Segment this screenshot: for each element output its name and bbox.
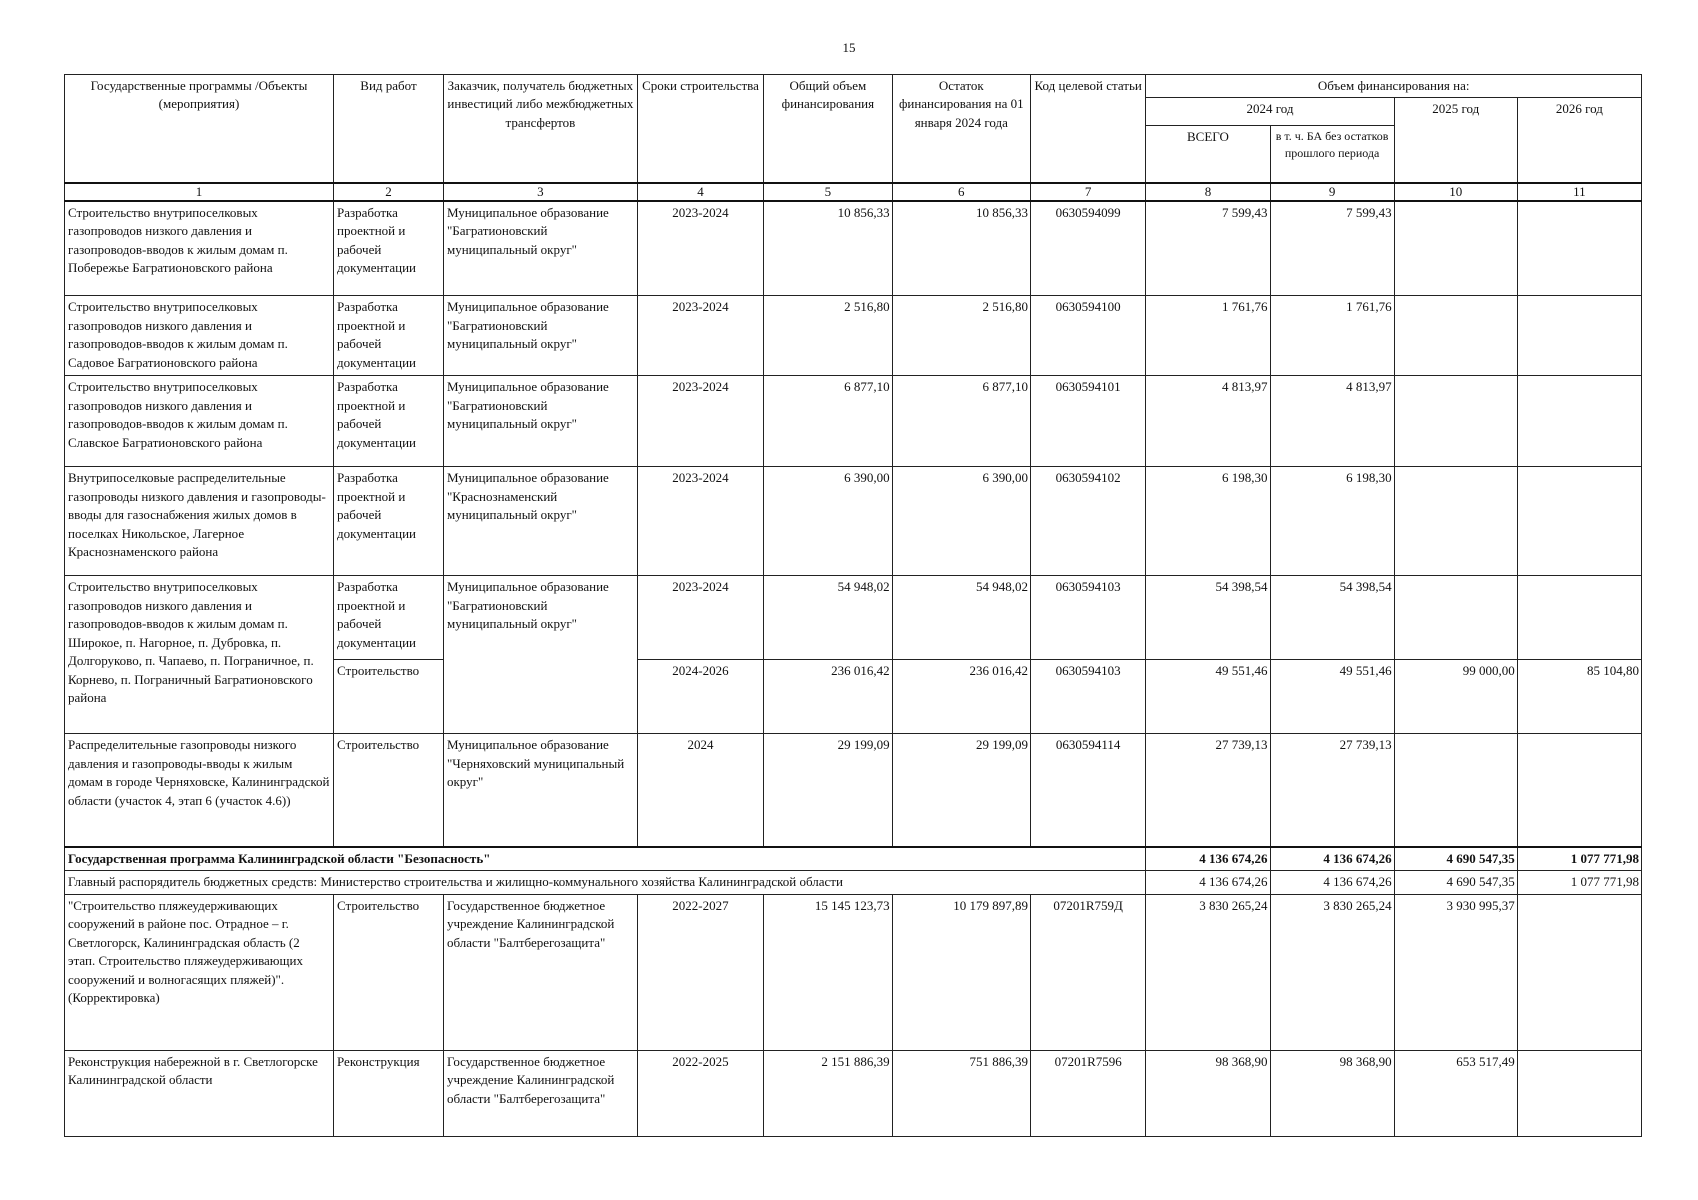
work-type: Разработка проектной и рабочей документации [333, 467, 443, 576]
work-type: Разработка проектной и рабочей документации [333, 201, 443, 296]
y2024-total: 3 830 265,24 [1146, 894, 1270, 1050]
header-remainder: Остаток финансирования на 01 января 2024 года [892, 75, 1030, 183]
customer: Муниципальное образование "Краснознаменский муниципальный округ" [443, 467, 637, 576]
term: 2022-2025 [637, 1050, 763, 1136]
y2024-ba: 6 198,30 [1270, 467, 1394, 576]
object-name: Внутрипоселковые распределительные газопроводы низкого давления и газопроводы-вводы для газоснабжения жилых домов в поселках Никольское, Лагерное Краснознаменского района [65, 467, 334, 576]
y2024-ba: 7 599,43 [1270, 201, 1394, 296]
target-code: 0630594101 [1030, 376, 1145, 467]
header-year-2026: 2026 год [1517, 98, 1641, 183]
column-number: 1 [65, 183, 334, 201]
program-y2024-ba: 4 136 674,26 [1270, 847, 1394, 871]
column-number: 5 [764, 183, 893, 201]
remainder: 10 856,33 [892, 201, 1030, 296]
header-total: ВСЕГО [1146, 126, 1270, 183]
header-terms: Сроки строительства [637, 75, 763, 183]
remainder: 29 199,09 [892, 734, 1030, 847]
table-row [65, 1050, 1642, 1136]
total-volume: 6 390,00 [764, 467, 893, 576]
remainder: 54 948,02 [892, 576, 1030, 660]
column-number: 11 [1517, 183, 1641, 201]
remainder: 6 390,00 [892, 467, 1030, 576]
y2025: 3 930 995,37 [1394, 894, 1517, 1050]
column-number: 9 [1270, 183, 1394, 201]
remainder: 751 886,39 [892, 1050, 1030, 1136]
work-type: Разработка проектной и рабочей документации [333, 576, 443, 660]
header-code: Код целевой статьи [1030, 75, 1145, 183]
y2026 [1517, 894, 1641, 1050]
object-name: Строительство внутрипоселковых газопроводов низкого давления и газопроводов-вводов к жилым домам п. Садовое Багратионовского района [65, 296, 334, 376]
y2026 [1517, 201, 1641, 296]
manager-y2024-total: 4 136 674,26 [1146, 871, 1270, 894]
total-volume: 10 856,33 [764, 201, 893, 296]
y2024-total: 54 398,54 [1146, 576, 1270, 660]
column-number: 10 [1394, 183, 1517, 201]
target-code: 0630594102 [1030, 467, 1145, 576]
y2025 [1394, 201, 1517, 296]
y2024-ba: 98 368,90 [1270, 1050, 1394, 1136]
term: 2023-2024 [637, 467, 763, 576]
y2026 [1517, 467, 1641, 576]
remainder: 236 016,42 [892, 660, 1030, 734]
header-work-type: Вид работ [333, 75, 443, 183]
program-label: Государственная программа Калининградской области "Безопасность" [65, 847, 1146, 871]
customer: Муниципальное образование "Багратионовский муниципальный округ" [443, 376, 637, 467]
header-year-2024: 2024 год [1146, 98, 1394, 126]
y2026 [1517, 376, 1641, 467]
y2026 [1517, 296, 1641, 376]
y2026 [1517, 576, 1641, 660]
y2024-total: 6 198,30 [1146, 467, 1270, 576]
total-volume: 6 877,10 [764, 376, 893, 467]
object-name: Реконструкция набережной в г. Светлогорске Калининградской области [65, 1050, 334, 1136]
target-code: 07201R759Д [1030, 894, 1145, 1050]
term: 2023-2024 [637, 296, 763, 376]
header-program: Государственные программы /Объекты (мероприятия) [65, 75, 334, 183]
y2025 [1394, 376, 1517, 467]
header-total-volume: Общий объем финансирования [764, 75, 893, 183]
y2026: 85 104,80 [1517, 660, 1641, 734]
total-volume: 54 948,02 [764, 576, 893, 660]
column-number: 2 [333, 183, 443, 201]
customer: Муниципальное образование "Багратионовский муниципальный округ" [443, 576, 637, 734]
work-type: Разработка проектной и рабочей документации [333, 296, 443, 376]
manager-row [65, 871, 1642, 894]
work-type: Реконструкция [333, 1050, 443, 1136]
target-code: 0630594103 [1030, 576, 1145, 660]
customer: Государственное бюджетное учреждение Калининградской области "Балтберегозащита" [443, 894, 637, 1050]
term: 2023-2024 [637, 576, 763, 660]
total-volume: 15 145 123,73 [764, 894, 893, 1050]
object-name: Строительство внутрипоселковых газопроводов низкого давления и газопроводов-вводов к жилым домам п. Широкое, п. Нагорное, п. Дубровка, п. Долгоруково, п. Чапаево, п. Пограничное, п. Корнево, п. Пограничный Багратионовского района [65, 576, 334, 734]
y2025: 653 517,49 [1394, 1050, 1517, 1136]
header-funding-volume: Объем финансирования на: [1146, 75, 1642, 98]
table-row [65, 467, 1642, 576]
target-code: 0630594100 [1030, 296, 1145, 376]
page-number: 15 [842, 40, 856, 55]
manager-y2024-ba: 4 136 674,26 [1270, 871, 1394, 894]
remainder: 2 516,80 [892, 296, 1030, 376]
target-code: 07201R7596 [1030, 1050, 1145, 1136]
customer: Муниципальное образование "Черняховский муниципальный округ" [443, 734, 637, 847]
customer: Муниципальное образование "Багратионовский муниципальный округ" [443, 201, 637, 296]
manager-y2025: 4 690 547,35 [1394, 871, 1517, 894]
total-volume: 236 016,42 [764, 660, 893, 734]
table-row [65, 376, 1642, 467]
table-row [65, 296, 1642, 376]
program-y2025: 4 690 547,35 [1394, 847, 1517, 871]
y2026 [1517, 734, 1641, 847]
work-type: Строительство [333, 894, 443, 1050]
y2026 [1517, 1050, 1641, 1136]
column-number: 8 [1146, 183, 1270, 201]
target-code: 0630594103 [1030, 660, 1145, 734]
work-type: Строительство [333, 660, 443, 734]
manager-label: Главный распорядитель бюджетных средств: Министерство строительства и жилищно-коммунального хозяйства Калининградской области [65, 871, 1146, 894]
table-row [65, 734, 1642, 847]
term: 2024 [637, 734, 763, 847]
y2024-ba: 54 398,54 [1270, 576, 1394, 660]
column-number: 3 [443, 183, 637, 201]
manager-y2026: 1 077 771,98 [1517, 871, 1641, 894]
remainder: 10 179 897,89 [892, 894, 1030, 1050]
header-year-2025: 2025 год [1394, 98, 1517, 183]
y2024-total: 7 599,43 [1146, 201, 1270, 296]
y2024-ba: 49 551,46 [1270, 660, 1394, 734]
y2025 [1394, 576, 1517, 660]
object-name: "Строительство пляжеудерживающих сооружений в районе пос. Отрадное – г. Светлогорск, Калининградская область (2 этап. Строительство пляжеудерживающих сооружений и волногасящих пляжей)". (Корректировка) [65, 894, 334, 1050]
header-customer: Заказчик, получатель бюджетных инвестиций либо межбюджетных трансфертов [443, 75, 637, 183]
program-row [65, 847, 1642, 871]
column-number: 7 [1030, 183, 1145, 201]
program-y2024-total: 4 136 674,26 [1146, 847, 1270, 871]
column-number: 4 [637, 183, 763, 201]
table-row [65, 201, 1642, 296]
object-name: Строительство внутрипоселковых газопроводов низкого давления и газопроводов-вводов к жилым домам п. Побережье Багратионовского района [65, 201, 334, 296]
total-volume: 2 151 886,39 [764, 1050, 893, 1136]
target-code: 0630594114 [1030, 734, 1145, 847]
y2024-total: 49 551,46 [1146, 660, 1270, 734]
y2025: 99 000,00 [1394, 660, 1517, 734]
y2024-ba: 4 813,97 [1270, 376, 1394, 467]
table-row [65, 576, 1642, 660]
term: 2023-2024 [637, 201, 763, 296]
column-number: 6 [892, 183, 1030, 201]
total-volume: 29 199,09 [764, 734, 893, 847]
target-code: 0630594099 [1030, 201, 1145, 296]
header-incl-ba: в т. ч. БА без остатков прошлого периода [1270, 126, 1394, 183]
customer: Государственное бюджетное учреждение Калининградской области "Балтберегозащита" [443, 1050, 637, 1136]
y2024-total: 27 739,13 [1146, 734, 1270, 847]
y2024-total: 98 368,90 [1146, 1050, 1270, 1136]
y2025 [1394, 734, 1517, 847]
work-type: Разработка проектной и рабочей документации [333, 376, 443, 467]
table-row [65, 894, 1642, 1050]
y2024-total: 4 813,97 [1146, 376, 1270, 467]
object-name: Распределительные газопроводы низкого давления и газопроводы-вводы к жилым домам в городе Черняховске, Калининградской области (участок 4, этап 6 (участок 4.6)) [65, 734, 334, 847]
customer: Муниципальное образование "Багратионовский муниципальный округ" [443, 296, 637, 376]
y2024-ba: 1 761,76 [1270, 296, 1394, 376]
financing-table [64, 74, 1642, 1137]
object-name: Строительство внутрипоселковых газопроводов низкого давления и газопроводов-вводов к жилым домам п. Славское Багратионовского района [65, 376, 334, 467]
y2024-total: 1 761,76 [1146, 296, 1270, 376]
remainder: 6 877,10 [892, 376, 1030, 467]
work-type: Строительство [333, 734, 443, 847]
term: 2024-2026 [637, 660, 763, 734]
y2025 [1394, 296, 1517, 376]
y2024-ba: 27 739,13 [1270, 734, 1394, 847]
program-y2026: 1 077 771,98 [1517, 847, 1641, 871]
y2024-ba: 3 830 265,24 [1270, 894, 1394, 1050]
term: 2023-2024 [637, 376, 763, 467]
total-volume: 2 516,80 [764, 296, 893, 376]
y2025 [1394, 467, 1517, 576]
term: 2022-2027 [637, 894, 763, 1050]
